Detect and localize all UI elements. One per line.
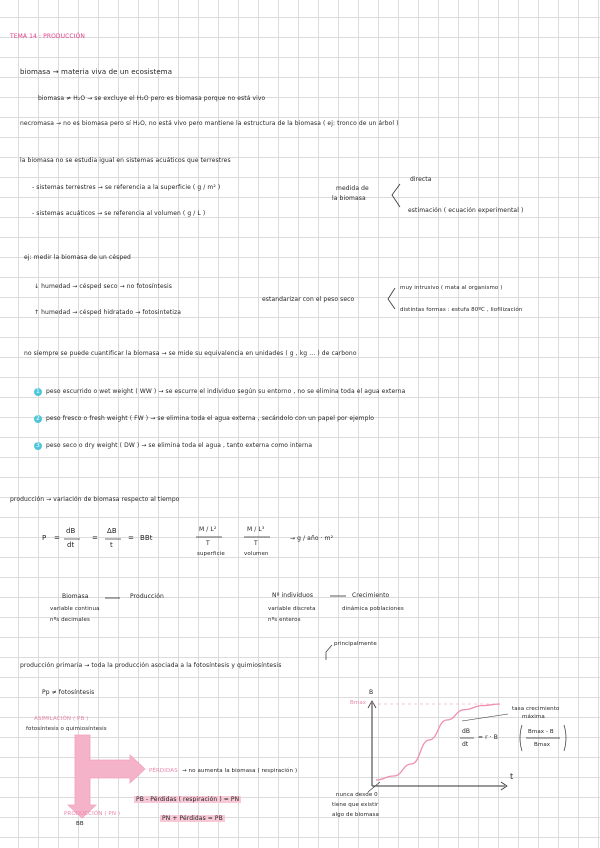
n-individuos: Nº individuos xyxy=(272,592,314,599)
variable-continua: variable continua xyxy=(50,606,100,612)
nunca-label: nunca desde 0 xyxy=(336,792,378,798)
brace-medida xyxy=(392,184,400,207)
bmax-label: Bmax xyxy=(350,700,367,706)
estudio-biomasa: la biomasa no se estudia igual en sistemas acuáticos que terrestres xyxy=(20,157,231,164)
item-2-text: peso fresco o fresh weight ( FW ) → se elimina toda el agua externa , secándolo con un papel por ejemplo xyxy=(46,415,375,422)
item-1 xyxy=(34,388,405,396)
flow-arrow xyxy=(68,735,145,818)
t-axis-label: t xyxy=(510,772,514,781)
perdidas-desc: → no aumenta la biomasa ( respiración ) xyxy=(182,768,298,774)
formula-eq2: = xyxy=(92,534,98,542)
no-siempre: no siempre se puede cuantificar la biomasa → se mide su equivalencia en unidades ( g , kg … ) de carbono xyxy=(24,350,357,357)
baja-humedad: ↓ humedad → césped seco → no fotosíntesis xyxy=(34,283,173,290)
nunca-label-2: tiene que existir xyxy=(332,802,379,808)
muy-intrusivo: muy intrusivo ( mata al organismo ) xyxy=(400,285,503,291)
circle-1: 1 xyxy=(34,388,42,396)
item-3-text: peso seco o dry weight ( DW ) → se elimina toda el agua , tanto externa como interna xyxy=(46,442,313,449)
tasa-label: tasa crecimiento xyxy=(512,706,560,712)
nums-decimales: nºs decimales xyxy=(50,617,90,623)
b-axis-label: B xyxy=(369,689,374,696)
principalmente: principalmente xyxy=(334,641,377,647)
crecimiento: Crecimiento xyxy=(352,592,390,599)
eq-pn xyxy=(160,815,225,823)
alta-humedad: ↑ humedad → césped hidratado → fotosintetiza xyxy=(34,309,182,316)
asimilacion: ASIMILACIÓN ( PB ) xyxy=(34,716,89,722)
formula-eq: = xyxy=(54,534,60,542)
bb: BB xyxy=(76,821,84,827)
eq-pb-text: PB - Pérdidas ( respiración ) = PN xyxy=(136,796,240,803)
la-biomasa: la biomasa xyxy=(332,195,366,202)
logistic-rb: = r · B xyxy=(478,734,498,741)
unidades: → g / año · m² xyxy=(290,535,334,542)
frac1-top: M / L² xyxy=(199,526,217,533)
paren-left xyxy=(520,725,522,751)
formula-dt: dt xyxy=(67,541,75,549)
biomasa-definition: biomasa → materia viva de un ecosistema xyxy=(20,68,173,76)
perdidas: PÉRDIDAS xyxy=(149,768,178,774)
distintas-formas: distintas formas : estufa 80ºC , liofilización xyxy=(400,307,523,313)
frac1-label: superficie xyxy=(197,551,225,557)
circle-2: 2 xyxy=(34,415,42,423)
item-2 xyxy=(34,415,374,423)
formula-bbt: BBt xyxy=(140,534,153,542)
item-1-text: peso escurrido o wet weight ( WW ) → se escurre el individuo según su entorno , no se elimina toda el agua externa xyxy=(46,388,406,395)
formula-dB2: ΔB xyxy=(107,527,117,535)
nunca-pointer xyxy=(368,782,380,792)
tasa-label-2: máxima xyxy=(522,714,545,720)
page-title: TEMA 14 : PRODUCCIÓN xyxy=(10,33,85,40)
sistemas-terrestres: - sistemas terrestres → se referencia a la superficie ( g / m² ) xyxy=(32,184,221,191)
bracket-principalmente xyxy=(326,645,332,660)
directa: directa xyxy=(410,176,432,183)
biomasa-h2o: biomasa ≠ H₂O → se excluye el H₂O pero es biomasa porque no está vivo xyxy=(38,95,266,102)
nums-enteros: nºs enteros xyxy=(268,617,301,623)
logistic-dB: dB xyxy=(462,728,471,735)
foto-quimio: fotosíntesis o quimiosíntesis xyxy=(26,726,107,732)
estandarizar: estandarizar con el peso seco xyxy=(262,296,355,303)
biomasa-col: Biomasa xyxy=(62,593,89,600)
brace-estandarizar xyxy=(388,288,395,309)
eq-pn-text: PN + Pérdidas = PB xyxy=(162,815,223,822)
formula-eq3: = xyxy=(128,534,134,542)
medida-de: medida de xyxy=(336,185,369,192)
paren-right xyxy=(564,725,566,751)
pp-fotosintesis: Pp ≠ fotosíntesis xyxy=(42,689,95,696)
tasa-pointer xyxy=(462,714,508,721)
frac1-bot: T xyxy=(206,540,210,547)
logistic-curve xyxy=(376,704,500,780)
sistemas-acuaticos: - sistemas acuáticos → se referencia al volumen ( g / L ) xyxy=(32,210,206,217)
estimacion: estimación ( ecuación experimental ) xyxy=(408,207,524,214)
produccion-primaria: producción primaria → toda la producción asociada a la fotosíntesis y quimiosíntesis xyxy=(20,662,282,669)
produccion-pn: PRODUCCIÓN ( PN ) xyxy=(64,811,121,817)
frac2-label: volumen xyxy=(244,551,269,557)
formula-t: t xyxy=(110,541,113,549)
frac2-bot: T xyxy=(254,540,258,547)
logistic-den: Bmax xyxy=(534,742,551,748)
produccion-col: Producción xyxy=(130,593,164,600)
dinamica: dinámica poblaciones xyxy=(342,606,404,612)
necromasa: necromasa → no es biomasa pero sí H₂O, no está vivo pero mantiene la estructura de la biomasa ( ej: tronco de un árbol ) xyxy=(20,120,399,127)
item-3 xyxy=(34,442,312,450)
logistic-num: Bmax - B xyxy=(528,729,554,735)
eq-pb xyxy=(134,796,241,804)
formula-dB: dB xyxy=(66,527,76,535)
ej-medir: ej: medir la biomasa de un césped xyxy=(24,254,131,261)
variable-discreta: variable discreta xyxy=(268,606,316,612)
nunca-label-3: algo de biomasa xyxy=(332,812,379,818)
produccion-def: producción → variación de biomasa respecto al tiempo xyxy=(10,496,180,503)
frac2-top: M / L³ xyxy=(247,526,265,533)
logistic-dt: dt xyxy=(462,741,469,748)
formula-p: P xyxy=(42,534,47,542)
circle-3: 3 xyxy=(34,442,42,450)
